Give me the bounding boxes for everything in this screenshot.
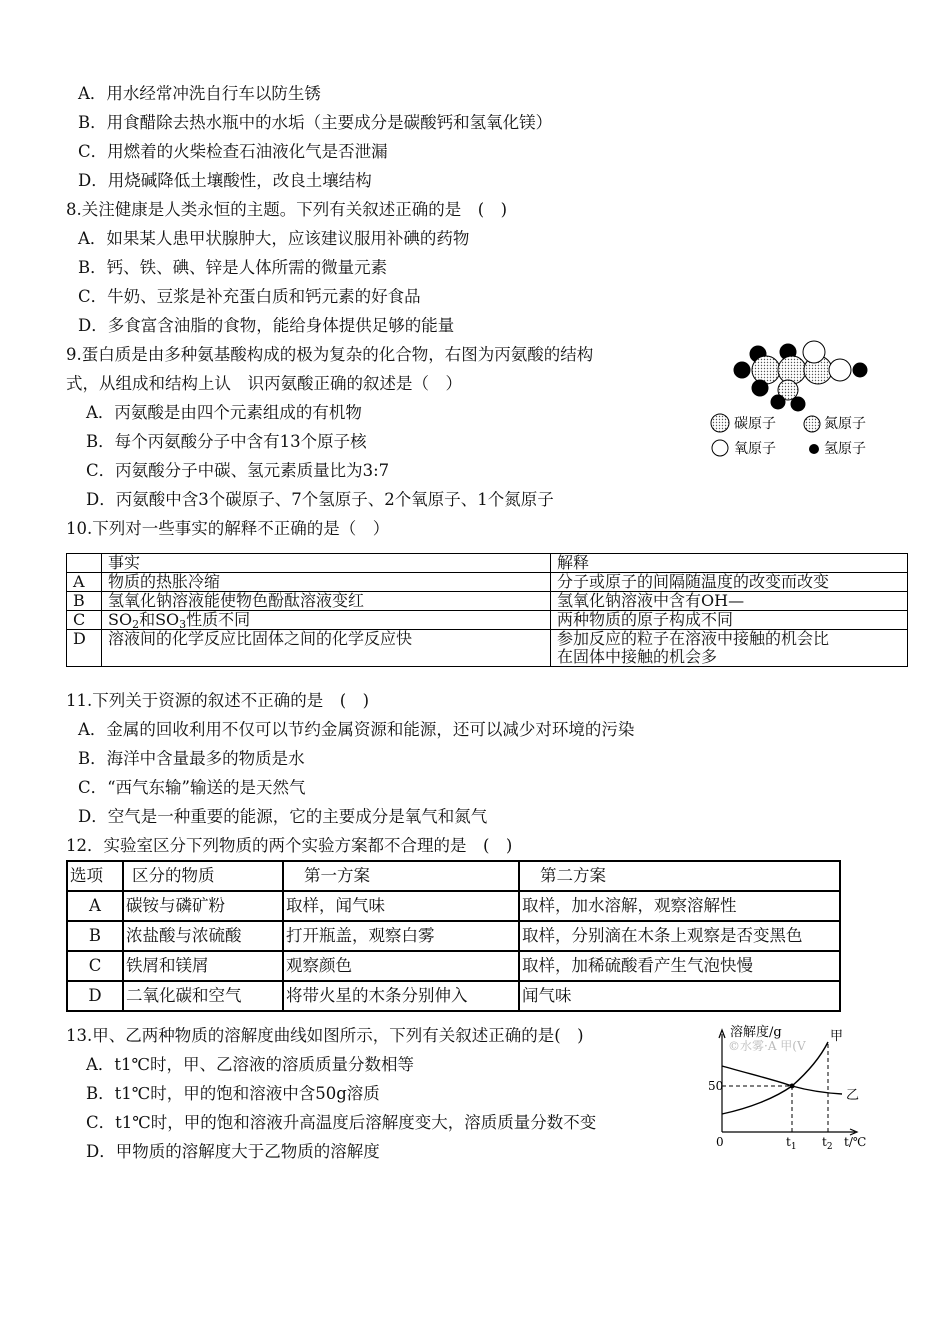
q8-option-c: C．牛奶、豆浆是补充蛋白质和钙元素的好食品 — [78, 287, 421, 306]
y-axis-label: 溶解度/g — [730, 1025, 782, 1040]
hydrogen-atom — [771, 395, 785, 409]
oxygen-atom — [803, 341, 825, 363]
explain-cell — [551, 630, 908, 667]
hydrogen-atom — [791, 397, 805, 411]
legend-nitrogen-label: 氮原子 — [824, 416, 866, 432]
table-row — [67, 891, 840, 921]
t2-label — [822, 1135, 833, 1152]
table-cell: 将带火星的木条分别伸入 — [283, 981, 519, 1011]
x-axis-label: t/℃ — [844, 1135, 867, 1149]
table-cell: 浓盐酸与浓硫酸 — [123, 921, 283, 951]
q11-option-d: D．空气是一种重要的能源，它的主要成分是氧气和氮气 — [78, 807, 488, 826]
q8-option-a: A．如果某人患甲状腺肿大，应该建议服用补碘的药物 — [78, 229, 470, 248]
q11-stem: 11.下列关于资源的叙述不正确的是 ( ) — [66, 691, 370, 710]
q7-option-a: A．用水经常冲洗自行车以防生锈 — [78, 84, 321, 103]
row-label: A — [67, 891, 123, 921]
explain-line: 在固体中接触的机会多 — [557, 647, 718, 666]
explain-cell: 氢氧化钠溶液中含有OH— — [551, 592, 908, 611]
row-label: A — [67, 573, 102, 592]
fact-cell: 物质的热胀冷缩 — [102, 573, 551, 592]
y-tick-label: 50 — [708, 1079, 724, 1093]
row-label: B — [67, 592, 102, 611]
q8-stem: 8.关注健康是人类永恒的主题。下列有关叙述正确的是 ( ) — [66, 200, 508, 219]
fact-cell — [102, 611, 551, 630]
hydrogen-legend-icon — [809, 444, 819, 454]
row-label: D — [67, 981, 123, 1011]
table-cell: 二氧化碳和空气 — [123, 981, 283, 1011]
table-header-row — [67, 554, 908, 573]
q10-table — [66, 553, 908, 667]
carbon-atom — [778, 356, 806, 384]
q8-option-b: B．钙、铁、碘、锌是人体所需的微量元素 — [78, 258, 388, 277]
curve-yi-label: 乙 — [846, 1088, 860, 1103]
table-row — [67, 981, 840, 1011]
hydrogen-atom — [853, 363, 867, 377]
carbon-legend-icon — [711, 414, 729, 432]
q9-option-b: B．每个丙氨酸分子中含有13个原子核 — [86, 432, 367, 451]
row-label: D — [67, 630, 102, 667]
alanine-molecule-figure — [700, 340, 900, 468]
q9-stem-line2: 式，从组成和结构上认 识丙氨酸正确的叙述是（ ） — [66, 374, 462, 393]
q9-option-c: C．丙氨酸分子中碳、氢元素质量比为3:7 — [86, 461, 390, 480]
table-header-cell: 第二方案 — [519, 861, 840, 891]
table-header-cell: 事实 — [102, 554, 551, 573]
table-cell: 取样，加稀硫酸看产生气泡快慢 — [519, 951, 840, 981]
curve-yi — [722, 1066, 842, 1094]
q13-option-c: C．t1℃时，甲的饱和溶液升高温度后溶解度变大，溶质质量分数不变 — [86, 1113, 597, 1132]
oxygen-atom — [829, 359, 851, 381]
q10-stem: 10.下列对一些事实的解释不正确的是（ ） — [66, 519, 390, 538]
hydrogen-atom — [734, 362, 750, 378]
table-cell: 取样，分别滴在木条上观察是否变黑色 — [519, 921, 840, 951]
table-row — [67, 630, 908, 667]
table-header-cell — [67, 554, 102, 573]
table-row — [67, 573, 908, 592]
t2-text: t — [822, 1135, 827, 1149]
legend-oxygen-label: 氧原子 — [734, 441, 776, 457]
explain-cell: 分子或原子的间隔随温度的改变而改变 — [551, 573, 908, 592]
t1-label — [786, 1135, 797, 1152]
fact-cell: 氢氧化钠溶液能使物色酚酞溶液变红 — [102, 592, 551, 611]
q11-option-c: C．“西气东输”输送的是天然气 — [78, 778, 306, 797]
molecule-legend — [711, 414, 866, 457]
solubility-curve-figure — [700, 1022, 880, 1154]
hydrogen-atom — [752, 380, 768, 396]
table-row — [67, 592, 908, 611]
table-cell: 打开瓶盖，观察白雾 — [283, 921, 519, 951]
q9-stem-line1: 9.蛋白质是由多种氨基酸构成的极为复杂的化合物，右图为丙氨酸的结构 — [66, 345, 594, 364]
table-header-cell: 区分的物质 — [123, 861, 283, 891]
formula-part: SO — [108, 610, 133, 629]
q7-option-b: B．用食醋除去热水瓶中的水垢（主要成分是碳酸钙和氢氧化镁） — [78, 113, 553, 132]
q12-stem: 12．实验室区分下列物质的两个实验方案都不合理的是 ( ) — [66, 836, 513, 855]
q7-option-c: C．用燃着的火柴检查石油液化气是否泄漏 — [78, 142, 388, 161]
row-label: C — [67, 951, 123, 981]
q13-option-a: A．t1℃时，甲、乙溶液的溶质质量分数相等 — [86, 1055, 415, 1074]
nitrogen-legend-icon — [804, 416, 820, 432]
q9-option-d: D．丙氨酸中含3个碳原子、7个氢原子、2个氧原子、1个氮原子 — [86, 490, 554, 509]
q13-stem: 13.甲、乙两种物质的溶解度曲线如图所示，下列有关叙述正确的是( ) — [66, 1026, 584, 1045]
q12-table — [66, 860, 841, 1012]
q7-option-d: D．用烧碱降低土壤酸性，改良土壤结构 — [78, 171, 372, 190]
table-row — [67, 611, 908, 630]
q13-option-d: D．甲物质的溶解度大于乙物质的溶解度 — [86, 1142, 380, 1161]
table-cell: 铁屑和镁屑 — [123, 951, 283, 981]
t1-subscript: 1 — [790, 1142, 797, 1152]
oxygen-legend-icon — [712, 440, 728, 456]
watermark: ©水雾·A 甲(V — [728, 1039, 806, 1053]
molecule-atoms — [734, 341, 867, 411]
q8-option-d: D．多食富含油脂的食物，能给身体提供足够的能量 — [78, 316, 455, 335]
t2-subscript: 2 — [826, 1142, 833, 1152]
table-cell: 取样，加水溶解，观察溶解性 — [519, 891, 840, 921]
q9-option-a: A．丙氨酸是由四个元素组成的有机物 — [86, 403, 362, 422]
table-row — [67, 921, 840, 951]
table-cell: 观察颜色 — [283, 951, 519, 981]
formula-part: 和SO — [139, 610, 180, 629]
table-cell: 碳铵与磷矿粉 — [123, 891, 283, 921]
explain-line: 参加反应的粒子在溶液中接触的机会比 — [557, 629, 830, 648]
fact-cell: 溶液间的化学反应比固体之间的化学反应快 — [102, 630, 551, 667]
formula-subscript: 3 — [179, 618, 187, 631]
t1-text: t — [786, 1135, 791, 1149]
table-cell: 闻气味 — [519, 981, 840, 1011]
q11-option-a: A．金属的回收利用不仅可以节约金属资源和能源，还可以减少对环境的污染 — [78, 720, 635, 739]
row-label: C — [67, 611, 102, 630]
legend-carbon-label: 碳原子 — [734, 416, 776, 432]
formula-subscript: 2 — [132, 618, 140, 631]
table-cell: 取样，闻气味 — [283, 891, 519, 921]
curve-jia-label: 甲 — [830, 1029, 844, 1044]
table-header-cell: 解释 — [551, 554, 908, 573]
explain-cell: 两种物质的原子构成不同 — [551, 611, 908, 630]
carbon-atom — [752, 356, 780, 384]
table-row — [67, 951, 840, 981]
formula-part: 性质不同 — [186, 610, 251, 629]
table-header-cell: 第一方案 — [283, 861, 519, 891]
row-label: B — [67, 921, 123, 951]
table-header-row — [67, 861, 840, 891]
origin-label: 0 — [716, 1135, 724, 1149]
table-header-cell: 选项 — [67, 861, 123, 891]
q11-option-b: B．海洋中含量最多的物质是水 — [78, 749, 305, 768]
intersection-point — [790, 1084, 795, 1089]
legend-hydrogen-label: 氢原子 — [824, 441, 866, 457]
q13-option-b: B．t1℃时，甲的饱和溶液中含50g溶质 — [86, 1084, 380, 1103]
